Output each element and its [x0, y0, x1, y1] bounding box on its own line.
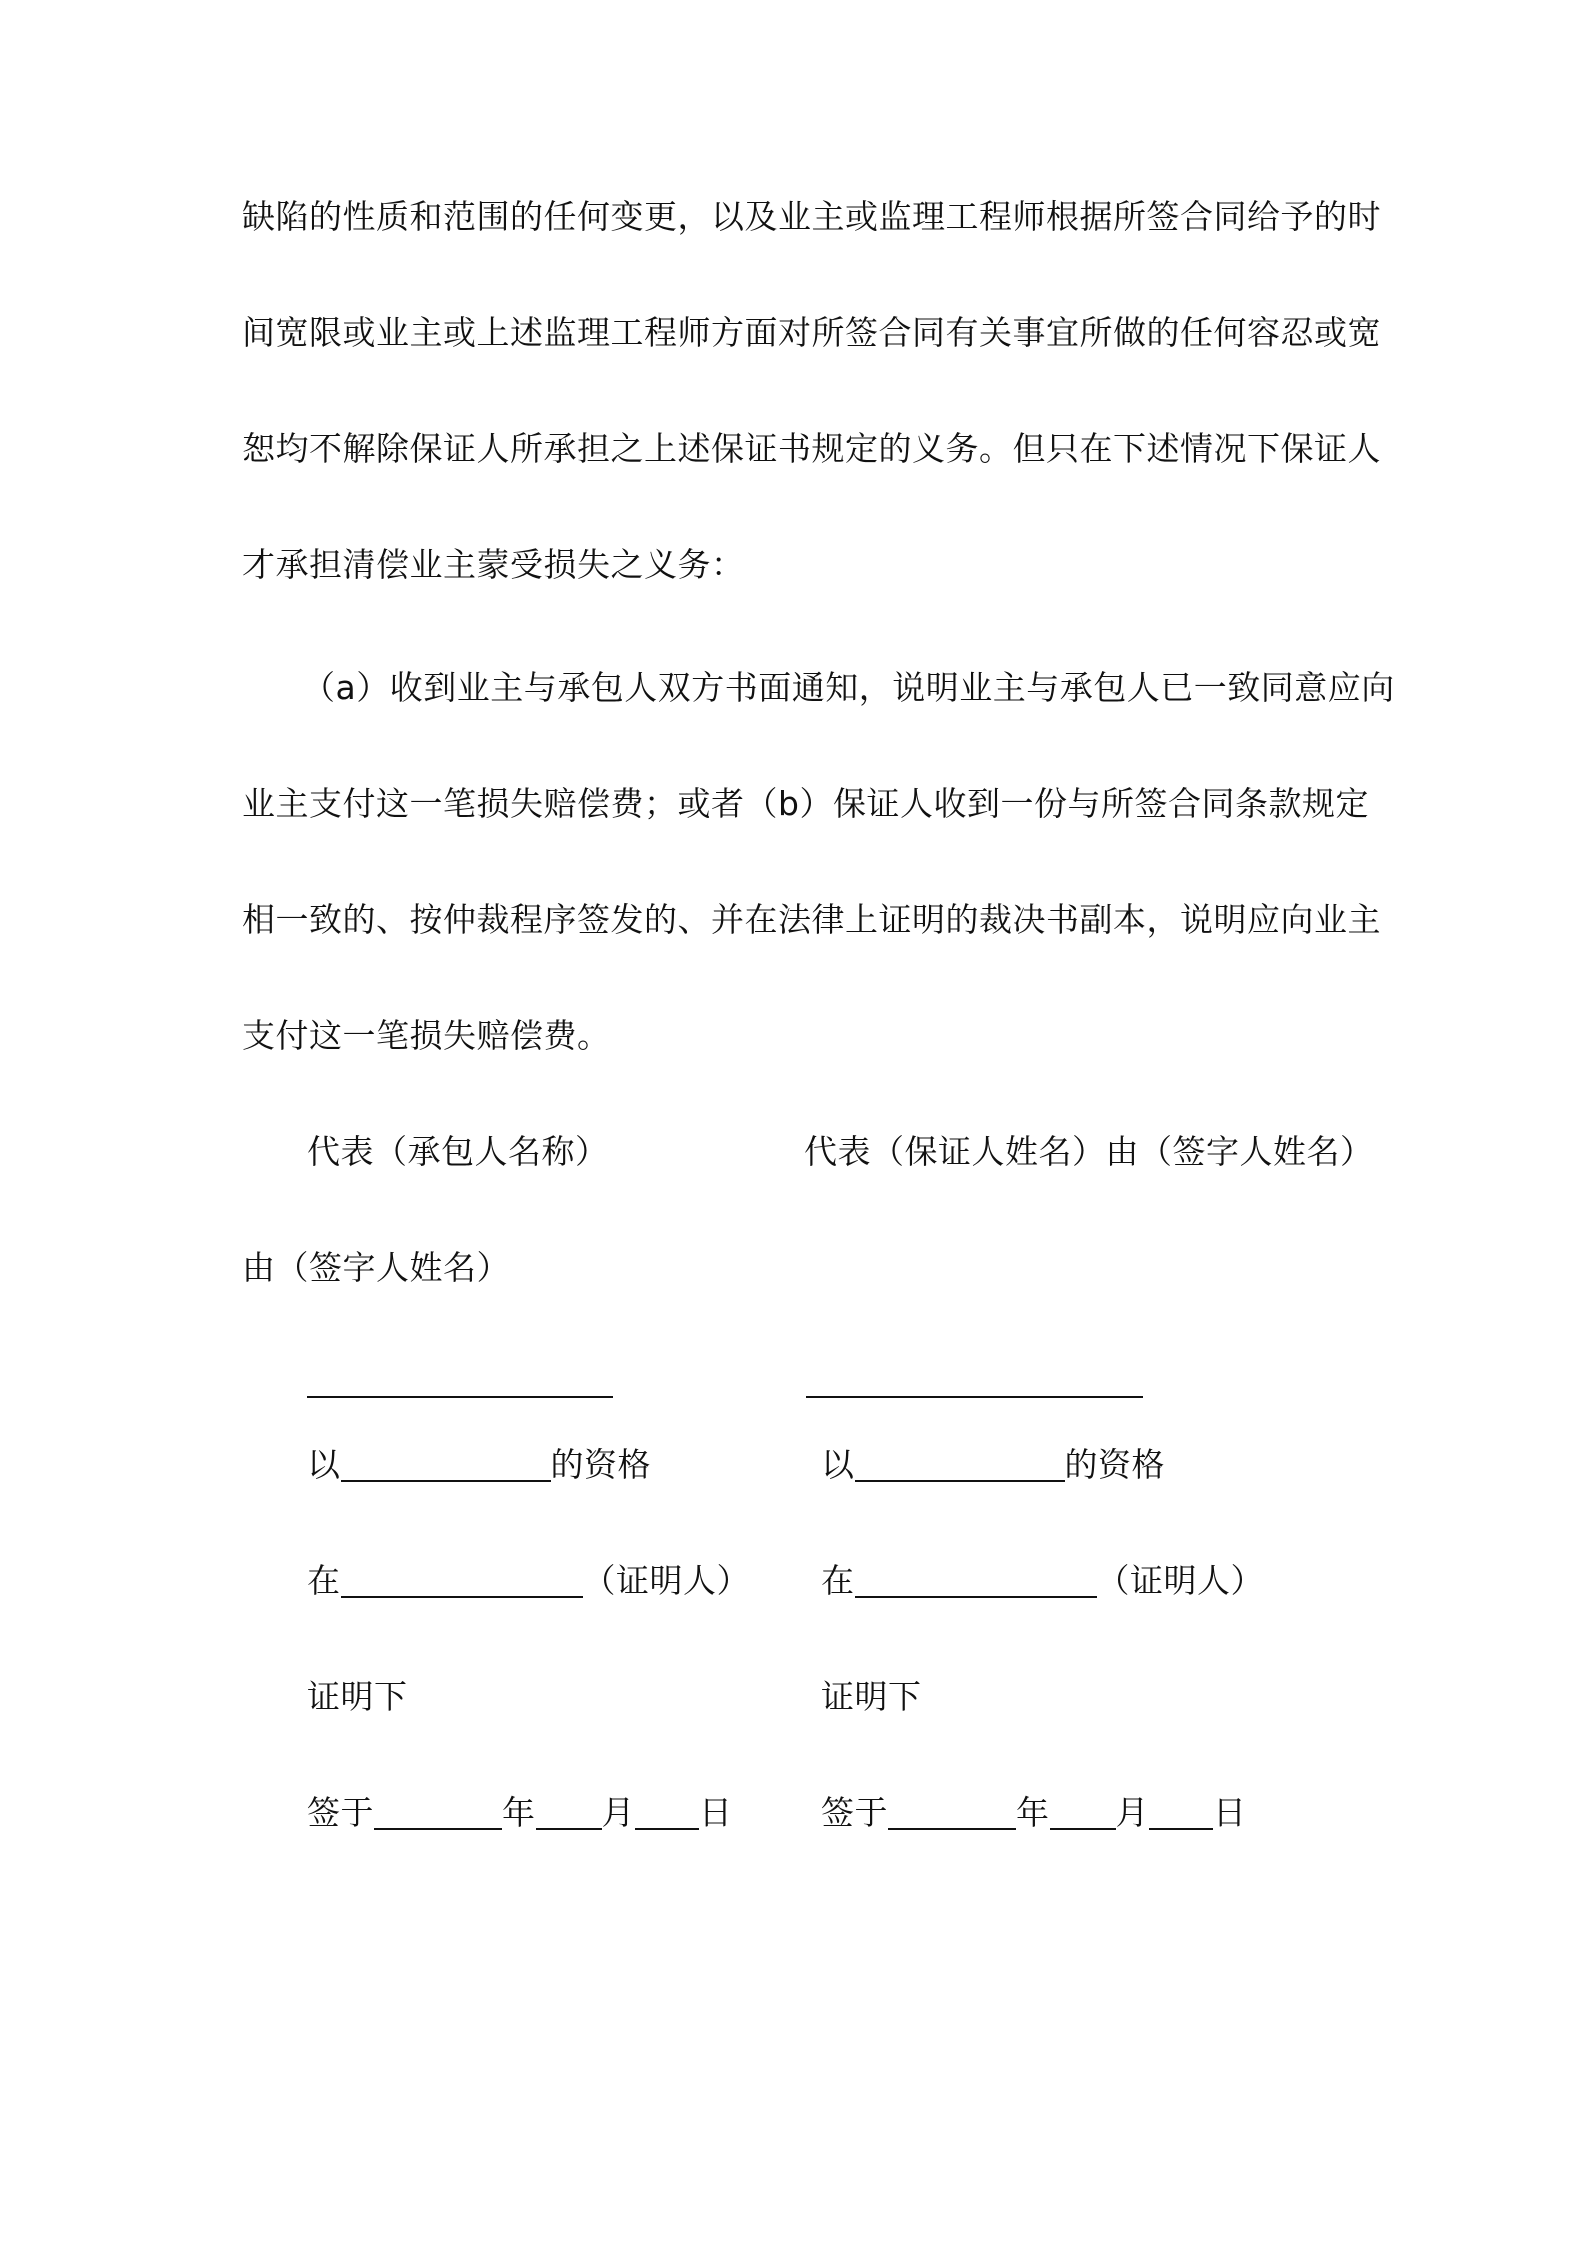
- left-witness-row: [307, 1561, 750, 1601]
- right-witnessed-label: 证明下: [821, 1677, 922, 1716]
- left-witness-prefix: 在: [307, 1561, 341, 1600]
- right-witness-row: [821, 1561, 1264, 1601]
- left-capacity-blank[interactable]: [341, 1450, 551, 1482]
- right-date-row: [821, 1793, 1247, 1833]
- left-signature-header-cont: 由（签字人姓名）: [242, 1248, 510, 1287]
- left-month-label: 月: [601, 1793, 635, 1832]
- left-day-blank[interactable]: [635, 1798, 699, 1830]
- left-month-blank[interactable]: [536, 1798, 602, 1830]
- right-witness-suffix: （证明人）: [1096, 1561, 1264, 1600]
- right-witness-blank[interactable]: [855, 1566, 1097, 1598]
- body-line-2: 间宽限或业主或上述监理工程师方面对所签合同有关事宜所做的任何容忍或宽: [242, 313, 1381, 352]
- left-signed-prefix: 签于: [307, 1793, 374, 1832]
- body-line-1: 缺陷的性质和范围的任何变更，以及业主或监理工程师根据所签合同给予的时: [242, 197, 1381, 236]
- left-day-label: 日: [699, 1793, 733, 1832]
- body-line-8: 支付这一笔损失赔偿费。: [242, 1016, 611, 1055]
- right-capacity-prefix: 以: [821, 1445, 855, 1484]
- left-year-blank[interactable]: [374, 1798, 502, 1830]
- left-year-label: 年: [502, 1793, 536, 1832]
- right-signature-line: [806, 1396, 1143, 1398]
- right-capacity-suffix: 的资格: [1064, 1445, 1165, 1484]
- body-line-4: 才承担清偿业主蒙受损失之义务：: [242, 545, 745, 584]
- left-witness-suffix: （证明人）: [582, 1561, 750, 1600]
- right-month-blank[interactable]: [1050, 1798, 1116, 1830]
- right-capacity-row: [821, 1445, 1165, 1485]
- left-signature-header: 代表（承包人名称）: [307, 1132, 609, 1171]
- left-signature-line: [307, 1396, 613, 1398]
- right-signed-prefix: 签于: [821, 1793, 888, 1832]
- left-capacity-suffix: 的资格: [550, 1445, 651, 1484]
- body-line-3: 恕均不解除保证人所承担之上述保证书规定的义务。但只在下述情况下保证人: [242, 429, 1381, 468]
- right-witness-prefix: 在: [821, 1561, 855, 1600]
- right-day-blank[interactable]: [1149, 1798, 1213, 1830]
- right-capacity-blank[interactable]: [855, 1450, 1065, 1482]
- right-day-label: 日: [1213, 1793, 1247, 1832]
- left-capacity-prefix: 以: [307, 1445, 341, 1484]
- body-line-7: 相一致的、按仲裁程序签发的、并在法律上证明的裁决书副本，说明应向业主: [242, 900, 1381, 939]
- left-capacity-row: [307, 1445, 651, 1485]
- body-line-5: （a）收到业主与承包人双方书面通知，说明业主与承包人已一致同意应向: [302, 668, 1395, 707]
- left-date-row: [307, 1793, 733, 1833]
- right-year-label: 年: [1016, 1793, 1050, 1832]
- left-witnessed-label: 证明下: [307, 1677, 408, 1716]
- right-month-label: 月: [1115, 1793, 1149, 1832]
- right-year-blank[interactable]: [888, 1798, 1016, 1830]
- left-witness-blank[interactable]: [341, 1566, 583, 1598]
- body-line-6: 业主支付这一笔损失赔偿费；或者（b）保证人收到一份与所签合同条款规定: [242, 784, 1369, 823]
- right-signature-header: 代表（保证人姓名）由（签字人姓名）: [804, 1132, 1374, 1171]
